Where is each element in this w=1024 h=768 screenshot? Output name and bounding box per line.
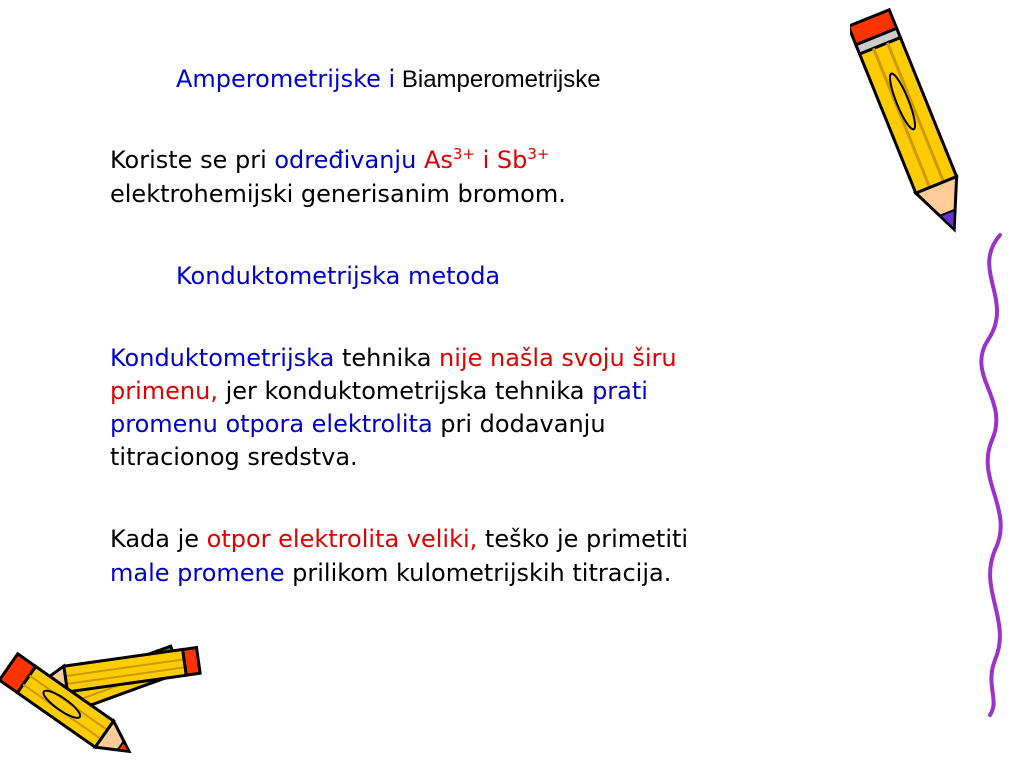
heading-amperometric xyxy=(176,62,601,97)
para2-line1 xyxy=(110,341,677,375)
para2-line4: titracionog sredstva. xyxy=(110,443,358,471)
para2-line3 xyxy=(110,407,606,441)
para1-line2: elektrohemijski generisanim bromom. xyxy=(110,180,566,208)
para1-text1: Koriste se pri xyxy=(110,146,275,174)
wavy-line-icon xyxy=(960,230,1020,720)
para1-and: i xyxy=(474,146,497,174)
para3-line2 xyxy=(110,556,671,590)
crossed-pencils-icon xyxy=(0,615,210,765)
para2-l2a: primenu, xyxy=(110,377,218,405)
heading-conductometric: Konduktometrijska metoda xyxy=(176,262,501,290)
para2-l1c: nije našla svoju širu xyxy=(439,344,677,372)
para1-sb-charge: 3+ xyxy=(527,145,550,163)
para3-line1 xyxy=(110,522,688,556)
para2-l1a: Konduktometrijska xyxy=(110,344,335,372)
para1-line1 xyxy=(110,143,550,177)
heading-amperometric-part1: Amperometrijske i xyxy=(176,65,396,93)
para1-sb: Sb xyxy=(496,146,528,174)
para1-as-charge: 3+ xyxy=(452,145,475,163)
para1-as: As xyxy=(423,146,453,174)
para3-l1c: teško je primetiti xyxy=(477,525,689,553)
para2-l1b: tehnika xyxy=(334,344,440,372)
heading-amperometric-part2: Biamperometrijske xyxy=(395,66,601,93)
para1-text2: određivanju xyxy=(274,146,424,174)
para2-line2 xyxy=(110,374,648,408)
para2-l3b: pri dodavanju xyxy=(432,410,606,438)
para3-l1a: Kada je xyxy=(110,525,207,553)
para2-l2b: jer konduktometrijska tehnika xyxy=(217,377,593,405)
para3-l2a: male promene xyxy=(110,559,285,587)
para3-l2b: prilikom kulometrijskih titracija. xyxy=(284,559,672,587)
para2-l2c: prati xyxy=(592,377,648,405)
pencil-top-right-icon xyxy=(850,0,1000,245)
para2-l3a: promenu otpora elektrolita xyxy=(110,410,433,438)
para3-l1b: otpor elektrolita veliki, xyxy=(206,525,478,553)
